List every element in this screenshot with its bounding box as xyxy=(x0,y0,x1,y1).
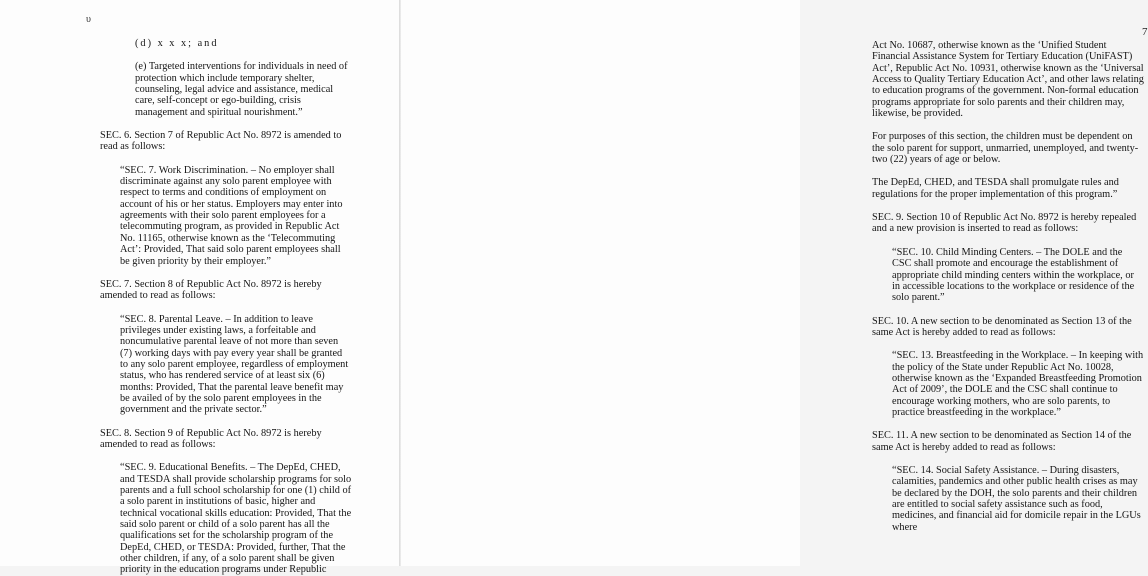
item-e: (e) Targeted interventions for individuals in need of protection which include temporary shelter, counseling, legal advice and assistance, medical care, self-concept or ego-building, crisis management and spiritual nourishment.” xyxy=(135,61,348,118)
sec-13-quote: “SEC. 13. Breastfeeding in the Workplace. – In keeping with the policy of the State under Republic Act No. 10028, otherwise known as the ‘Expanded Breastfeeding Promotion Act of 2009’, the DOLE and the CSC shall continue to encourage working mothers, who are solo parents, to practice breastfeeding in the workplace.” xyxy=(892,350,1144,418)
sec-7-quote: “SEC. 7. Work Discrimination. – No employer shall discriminate against any solo parent employee with respect to terms and conditions of employment on account of his or her status. Employers may enter into agreements with their solo parent employees for a telecommuting program, as provided in Republic Act No. 11165, otherwise known as the ‘Telecommuting Act’: Provided, That said solo parent employees shall be given priority by their employer.” xyxy=(120,164,343,267)
sec-10: SEC. 10. A new section to be denominated as Section 13 of the same Act is hereby added to read as follows: xyxy=(872,315,1132,338)
sec-11: SEC. 11. A new section to be denominated as Section 14 of the same Act is hereby added to read as follows: xyxy=(872,430,1132,453)
left-column xyxy=(100,38,352,576)
sec-9-quote: “SEC. 9. Educational Benefits. – The DepEd, CHED, and TESDA shall provide scholarship programs for solo parents and a full school scholarship for one (1) child of a solo parent in institutions of basic, higher and technical vocational skills education: Provided, That the said solo parent or child of a solo parent has all the qualifications set for the scholarship program of the DepEd, CHED, or TESDA: Provided, further, That the other children, if any, of a solo parent shall be given priority in the education programs under Republic xyxy=(120,462,352,576)
sec-8-quote: “SEC. 8. Parental Leave. – In addition to leave privileges under existing laws, a forfeitable and noncumulative parental leave of not more than seven (7) working days with pay every year shall be granted to any solo parent employee, regardless of employment status, who has rendered service of at least six (6) months: Provided, That the parental leave benefit may be availed of by the solo parent employees in the government and the private sector.” xyxy=(120,313,349,416)
right-column xyxy=(872,40,1144,533)
continued-text: Act No. 10687, otherwise known as the ‘Unified Student Financial Assistance System for Tertiary Education (UniFAST) Act’, Republic Act No. 10931, otherwise known as the ‘Universal Access to Quality Tertiary Education Act’, and other laws relating to education programs of the government. Non-formal education programs appropriate for solo parents and their children may, likewise, be provided. xyxy=(872,40,1144,120)
sec-14-quote: “SEC. 14. Social Safety Assistance. – During disasters, calamities, pandemics and other public health crises as may be declared by the DOH, the solo parents and their children are entitled to social safety assistance such as food, medicines, and financial aid for domicile repair in the LGUs where xyxy=(892,464,1141,533)
right-page xyxy=(400,0,1148,566)
corner-mark: υ xyxy=(86,14,91,25)
sec-9: SEC. 9. Section 10 of Republic Act No. 8972 is hereby repealed and a new provision is inserted to read as follows: xyxy=(872,212,1137,235)
item-d: (d) x x x; and xyxy=(135,38,219,49)
sec-7: SEC. 7. Section 8 of Republic Act No. 8972 is hereby amended to read as follows: xyxy=(100,278,322,302)
sec-8: SEC. 8. Section 9 of Republic Act No. 8972 is hereby amended to read as follows: xyxy=(100,427,322,450)
deped-paragraph: The DepEd, CHED, and TESDA shall promulgate rules and regulations for the proper implementation of this program.” xyxy=(872,177,1119,200)
page-number: 7 xyxy=(1142,26,1148,38)
sec-6: SEC. 6. Section 7 of Republic Act No. 8972 is amended to read as follows: xyxy=(100,130,342,153)
sec-10-quote: “SEC. 10. Child Minding Centers. – The DOLE and the CSC shall promote and encourage the establishment of appropriate child minding centers within the workplace, or in accessible locations to the workplace or residence of the solo parent.” xyxy=(892,246,1135,304)
purposes-paragraph: For purposes of this section, the children must be dependent on the solo parent for support, unmarried, unemployed, and twenty-two (22) years of age or below. xyxy=(872,131,1139,166)
left-page xyxy=(0,0,400,576)
